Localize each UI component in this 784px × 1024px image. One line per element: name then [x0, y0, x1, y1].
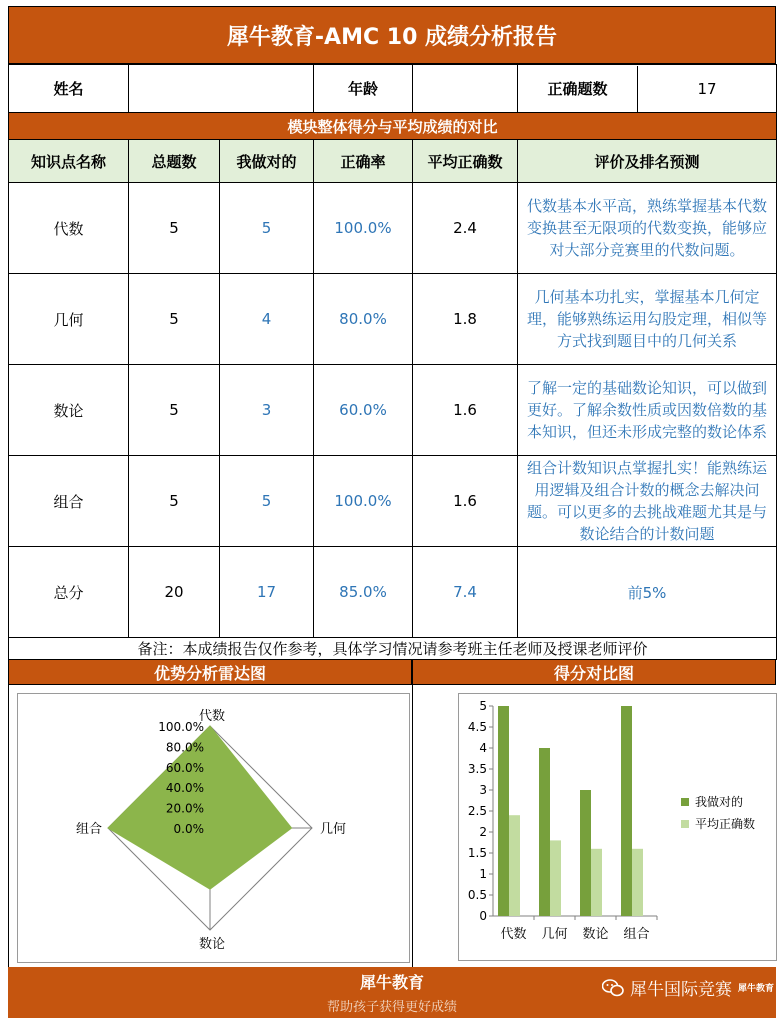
radar-chart-title: 优势分析雷达图: [8, 659, 412, 685]
evaluation: 了解一定的基础数论知识，可以做到更好。了解余数性质或因数倍数的基本知识，但还未形成完整的数论体系: [518, 365, 777, 456]
x-tick-label: 几何: [541, 927, 568, 942]
table-header: [9, 140, 777, 183]
report-title: 犀牛教育-AMC 10 成绩分析报告: [8, 6, 776, 64]
x-tick-label: 组合: [623, 927, 650, 942]
y-tick-label: 1: [479, 867, 487, 881]
radar-tick-label: 20.0%: [165, 801, 204, 816]
radar-tick-label: 0.0%: [173, 822, 204, 836]
total-label: 总分: [9, 547, 129, 638]
accuracy: 60.0%: [314, 365, 413, 456]
total-count: 5: [129, 456, 220, 547]
y-tick-label: 5: [479, 699, 487, 713]
radar-panel: [8, 685, 412, 967]
col-header: 我做对的: [220, 140, 314, 183]
total-count: 5: [129, 365, 220, 456]
y-tick-label: 4: [479, 741, 487, 755]
radar-tick-label: 60.0%: [165, 760, 204, 775]
col-header: 正确率: [314, 140, 413, 183]
evaluation: 几何基本功扎实，掌握基本几何定理，能够熟练运用勾股定理，相似等方式找到题目中的几何关系: [518, 274, 777, 365]
y-tick-label: 3: [479, 783, 487, 797]
y-tick-label: 0.5: [467, 888, 487, 902]
col-header: 平均正确数: [413, 140, 518, 183]
name-field: [129, 65, 314, 113]
disclaimer-note: 备注：本成绩报告仅作参考，具体学习情况请参考班主任老师及授课老师评价: [9, 638, 777, 660]
radar-chart-frame: [17, 693, 410, 963]
legend-label: 平均正确数: [695, 817, 756, 831]
avg-correct: 2.4: [413, 183, 518, 274]
y-tick-label: 3.5: [467, 762, 487, 776]
x-tick-label: 数论: [582, 927, 609, 942]
total-count: 20: [129, 547, 220, 638]
topic-name: 组合: [9, 456, 129, 547]
footer-slogan: 帮助孩子获得更好成绩: [326, 1000, 457, 1015]
my-correct-total: 17: [220, 547, 314, 638]
info-row: [9, 65, 777, 113]
radar-tick-label: 80.0%: [165, 740, 204, 755]
avg-correct: 1.8: [413, 274, 518, 365]
my-correct: 5: [220, 456, 314, 547]
bar-average: [550, 840, 561, 916]
radar-axis-label: 组合: [75, 822, 102, 837]
y-tick-label: 2: [479, 825, 487, 839]
bar-chart-title: 得分对比图: [412, 659, 776, 685]
radar-chart: [18, 694, 409, 962]
avg-correct: 1.6: [413, 456, 518, 547]
section-title: 模块整体得分与平均成绩的对比: [9, 113, 777, 140]
rank-prediction: 前5%: [518, 547, 777, 638]
total-count: 5: [129, 183, 220, 274]
total-row: [9, 547, 777, 638]
col-header: 评价及排名预测: [518, 140, 777, 183]
col-header: 总题数: [129, 140, 220, 183]
my-correct: 5: [220, 183, 314, 274]
correct-count-label: 正确题数: [518, 66, 638, 112]
bar-chart-frame: [458, 693, 777, 961]
accuracy: 100.0%: [314, 456, 413, 547]
bar-mine: [621, 706, 632, 916]
y-tick-label: 2.5: [467, 804, 487, 818]
legend-swatch: [681, 820, 689, 828]
bar-panel: [412, 685, 776, 967]
age-label: 年龄: [314, 65, 413, 113]
age-field: [413, 65, 518, 113]
y-tick-label: 4.5: [467, 720, 487, 734]
legend-label: 我做对的: [695, 795, 744, 809]
evaluation: 代数基本水平高，熟练掌握基本代数变换甚至无限项的代数变换，能够应对大部分竞赛里的代数问题。: [518, 183, 777, 274]
footer-brand: 犀牛教育: [359, 973, 424, 992]
radar-axis-label: 数论: [198, 937, 226, 952]
watermark-text: 犀牛国际竞赛: [629, 980, 732, 1000]
radar-tick-label: 40.0%: [165, 781, 204, 796]
legend-swatch: [681, 798, 689, 806]
col-header: 知识点名称: [9, 140, 129, 183]
bar-average: [632, 849, 643, 916]
bar-chart: [459, 694, 776, 960]
accuracy: 80.0%: [314, 274, 413, 365]
x-tick-label: 代数: [500, 927, 527, 942]
watermark-logo: 犀牛教育: [737, 984, 774, 994]
watermark: [602, 975, 774, 1000]
bar-average: [591, 849, 602, 916]
accuracy-total: 85.0%: [314, 547, 413, 638]
bar-mine: [580, 790, 591, 916]
table-row: [9, 456, 777, 547]
radar-tick-label: 100.0%: [158, 720, 204, 734]
my-correct: 3: [220, 365, 314, 456]
score-table: [8, 64, 777, 660]
name-label: 姓名: [9, 65, 129, 113]
bar-mine: [498, 706, 509, 916]
table-row: [9, 274, 777, 365]
accuracy: 100.0%: [314, 183, 413, 274]
bar-average: [509, 815, 520, 916]
topic-name: 代数: [9, 183, 129, 274]
y-tick-label: 1.5: [467, 846, 487, 860]
total-count: 5: [129, 274, 220, 365]
wechat-icon: [602, 979, 624, 997]
table-row: [9, 183, 777, 274]
table-row: [9, 365, 777, 456]
my-correct: 4: [220, 274, 314, 365]
bar-mine: [539, 748, 550, 916]
radar-axis-label: 几何: [320, 822, 347, 837]
y-tick-label: 0: [479, 909, 487, 923]
topic-name: 数论: [9, 365, 129, 456]
avg-correct: 1.6: [413, 365, 518, 456]
topic-name: 几何: [9, 274, 129, 365]
avg-correct-total: 7.4: [413, 547, 518, 638]
correct-count-value: 17: [697, 79, 717, 98]
radar-axis-label: 代数: [198, 709, 226, 724]
evaluation: 组合计数知识点掌握扎实！能熟练运用逻辑及组合计数的概念去解决问题。可以更多的去挑战难题尤其是与数论结合的计数问题: [518, 456, 777, 547]
